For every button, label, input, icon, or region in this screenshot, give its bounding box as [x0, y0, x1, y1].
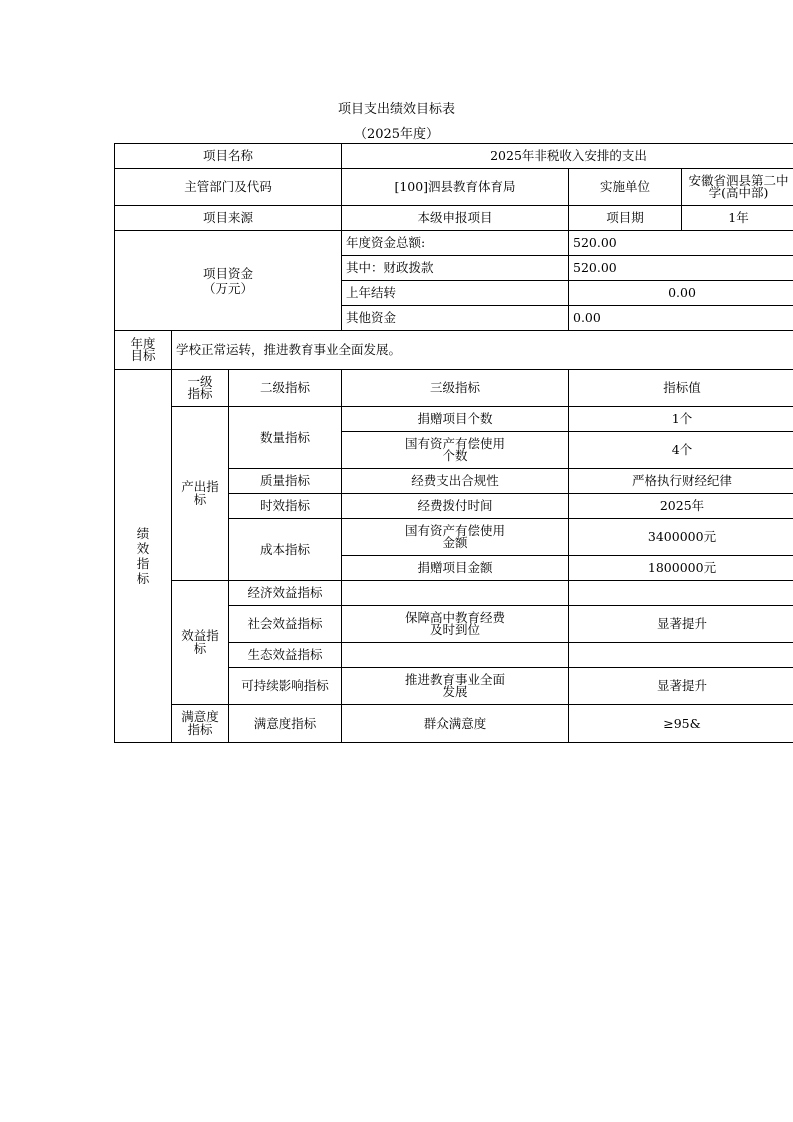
sustain-indicator-label: 可持续影响指标	[229, 668, 342, 705]
output-indicator-label: 产出指 标	[172, 407, 229, 581]
cost-indicator-label: 成本指标	[229, 519, 342, 581]
benefit-indicator-label: 效益指 标	[172, 581, 229, 705]
econ-indicator-label: 经济效益指标	[229, 581, 342, 606]
period-label: 项目期	[569, 206, 682, 231]
time-value: 2025年	[569, 494, 793, 519]
eco-name	[342, 643, 569, 668]
funds-other-label: 其他资金	[342, 306, 569, 331]
quality-value: 严格执行财经纪律	[569, 469, 793, 494]
quantity-1-name: 捐赠项目个数	[342, 407, 569, 432]
cost-2-name: 捐赠项目金额	[342, 556, 569, 581]
social-indicator-label: 社会效益指标	[229, 606, 342, 643]
quantity-indicator-label: 数量指标	[229, 407, 342, 469]
econ-name	[342, 581, 569, 606]
period-value: 1年	[682, 206, 793, 231]
funds-total-label: 年度资金总额:	[342, 231, 569, 256]
sustain-name: 推进教育事业全面 发展	[342, 668, 569, 705]
cost-1-name: 国有资产有偿使用 金额	[342, 519, 569, 556]
project-name-label: 项目名称	[115, 144, 342, 169]
source-value: 本级申报项目	[342, 206, 569, 231]
header-value: 指标值	[569, 370, 793, 407]
funds-label: 项目资金 （万元）	[115, 231, 342, 331]
eco-value	[569, 643, 793, 668]
social-value: 显著提升	[569, 606, 793, 643]
annual-goal-label: 年度 目标	[115, 331, 172, 370]
quantity-1-value: 1个	[569, 407, 793, 432]
time-indicator-label: 时效指标	[229, 494, 342, 519]
satisfaction-indicator-label: 满意度 指标	[172, 705, 229, 743]
sat-name: 群众满意度	[342, 705, 569, 743]
page-subtitle: （2025年度）	[353, 127, 440, 142]
header-level2: 二级指标	[229, 370, 342, 407]
funds-total-value: 520.00	[569, 231, 793, 256]
impl-label: 实施单位	[569, 169, 682, 206]
sat-value: ≥95&	[569, 705, 793, 743]
funds-fiscal-label: 其中：财政拨款	[342, 256, 569, 281]
indicators-section-label: 绩 效 指 标	[115, 370, 172, 743]
performance-table	[114, 143, 793, 743]
funds-carryover-value: 0.00	[569, 281, 793, 306]
quantity-2-value: 4个	[569, 432, 793, 469]
sat-indicator-label: 满意度指标	[229, 705, 342, 743]
quantity-2-name: 国有资产有偿使用 个数	[342, 432, 569, 469]
page-title: 项目支出绩效目标表	[337, 102, 455, 117]
source-label: 项目来源	[115, 206, 342, 231]
funds-carryover-label: 上年结转	[342, 281, 569, 306]
dept-label: 主管部门及代码	[115, 169, 342, 206]
header-level1: 一级 指标	[172, 370, 229, 407]
cost-1-value: 3400000元	[569, 519, 793, 556]
quality-name: 经费支出合规性	[342, 469, 569, 494]
sustain-value: 显著提升	[569, 668, 793, 705]
project-name-value: 2025年非税收入安排的支出	[342, 144, 793, 169]
cost-2-value: 1800000元	[569, 556, 793, 581]
econ-value	[569, 581, 793, 606]
quality-indicator-label: 质量指标	[229, 469, 342, 494]
impl-value: 安徽省泗县第二中学(高中部)	[682, 169, 793, 206]
social-name: 保障高中教育经费 及时到位	[342, 606, 569, 643]
header-level3: 三级指标	[342, 370, 569, 407]
funds-other-value: 0.00	[569, 306, 793, 331]
eco-indicator-label: 生态效益指标	[229, 643, 342, 668]
time-name: 经费拨付时间	[342, 494, 569, 519]
funds-fiscal-value: 520.00	[569, 256, 793, 281]
annual-goal-text: 学校正常运转，推进教育事业全面发展。	[172, 331, 793, 370]
dept-value: [100]泗县教育体育局	[342, 169, 569, 206]
